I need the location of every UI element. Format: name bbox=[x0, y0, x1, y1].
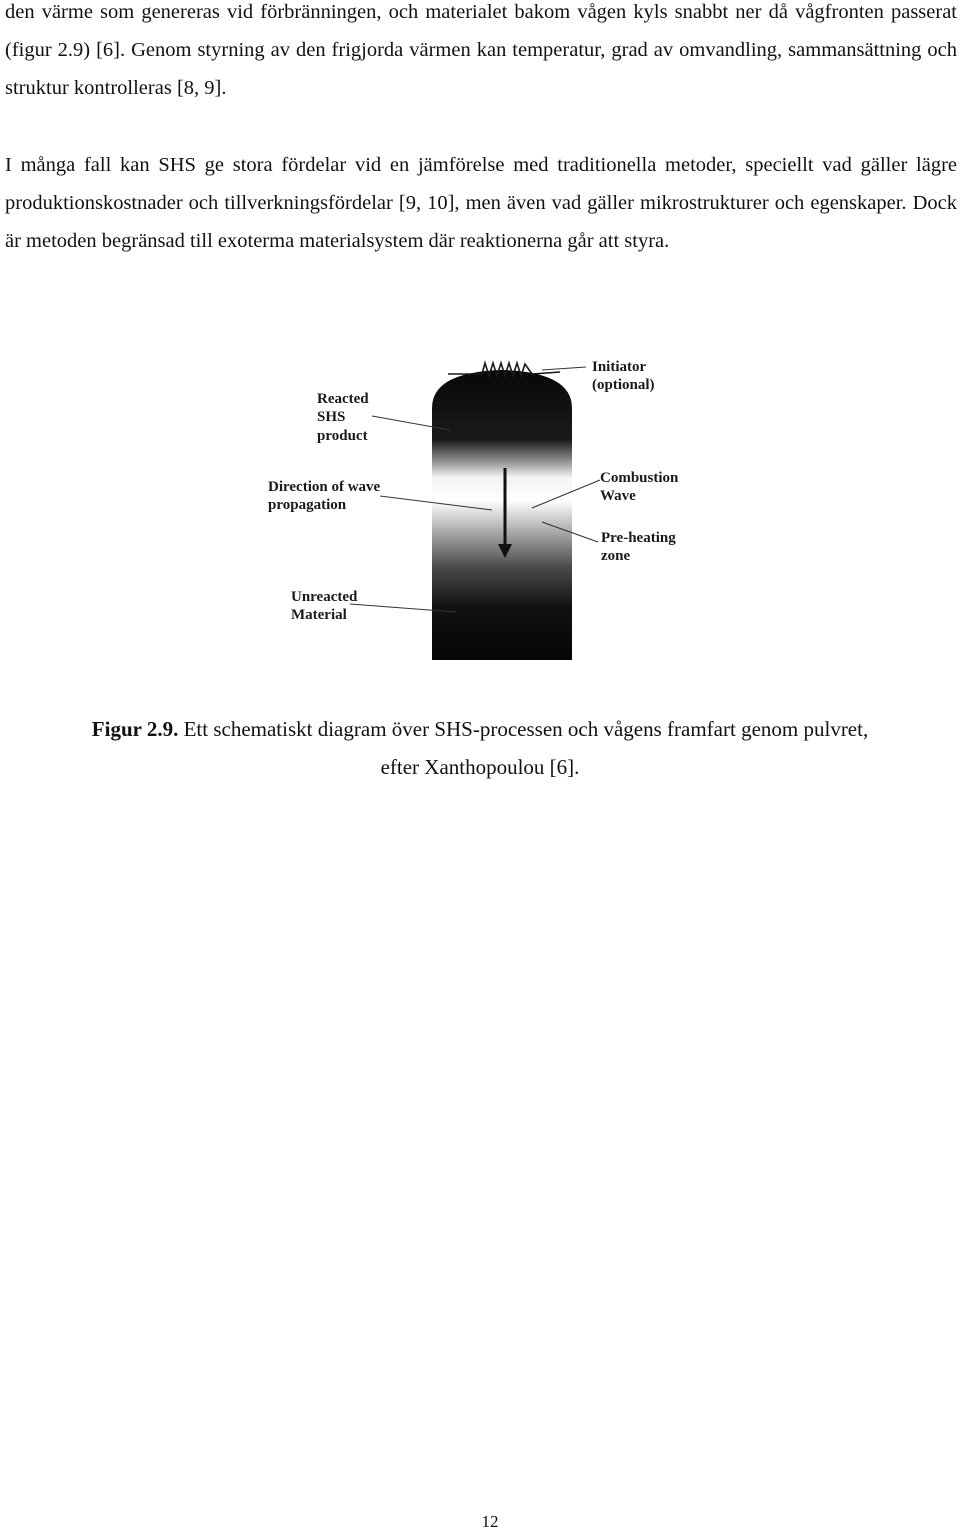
label-preheating-1: Pre-heating bbox=[601, 530, 676, 546]
label-reacted-1: Reacted bbox=[317, 391, 369, 407]
label-unreacted-1: Unreacted bbox=[291, 589, 358, 605]
label-combustion-1: Combustion bbox=[600, 470, 679, 486]
label-direction-2: propagation bbox=[268, 497, 347, 513]
caption-line-1 bbox=[0, 710, 960, 748]
sample-cylinder bbox=[432, 370, 572, 660]
label-reacted-2: SHS bbox=[317, 409, 346, 425]
paragraph-1: den värme som genereras vid förbränningen, och materialet bakom vågen kyls snabbt ner då vågfronten passerat (figur 2.9) [6]. Genom styrning av den frigjorda värmen kan temperatur, grad av omvandling, sammansättning och struktur kontrolleras [8, 9]. bbox=[5, 1, 957, 99]
label-initiator-1: Initiator bbox=[592, 359, 647, 375]
label-initiator-2: (optional) bbox=[592, 377, 655, 393]
caption-line-2: efter Xanthopoulou [6]. bbox=[380, 755, 580, 779]
label-preheating-2: zone bbox=[601, 548, 631, 564]
page-number: 12 bbox=[481, 1512, 499, 1531]
shs-diagram bbox=[260, 350, 700, 680]
label-direction-1: Direction of wave bbox=[268, 479, 381, 495]
label-unreacted-2: Material bbox=[291, 607, 347, 623]
caption-label: Figur 2.9. bbox=[91, 717, 179, 741]
caption-text: Ett schematiskt diagram över SHS-processen och vågens framfart genom pulvret, bbox=[178, 717, 869, 741]
label-combustion-2: Wave bbox=[600, 488, 636, 504]
figure-caption bbox=[0, 710, 960, 786]
paragraph-2: I många fall kan SHS ge stora fördelar vid en jämförelse med traditionella metoder, speciellt vad gäller lägre produktionskostnader och tillverkningsfördelar [9, 10], men även vad gäller mikrostrukturer och egenskaper. Dock är metoden begränsad till exoterma materialsystem där reaktionerna går att styra. bbox=[5, 154, 957, 252]
label-reacted-3: product bbox=[317, 428, 368, 444]
